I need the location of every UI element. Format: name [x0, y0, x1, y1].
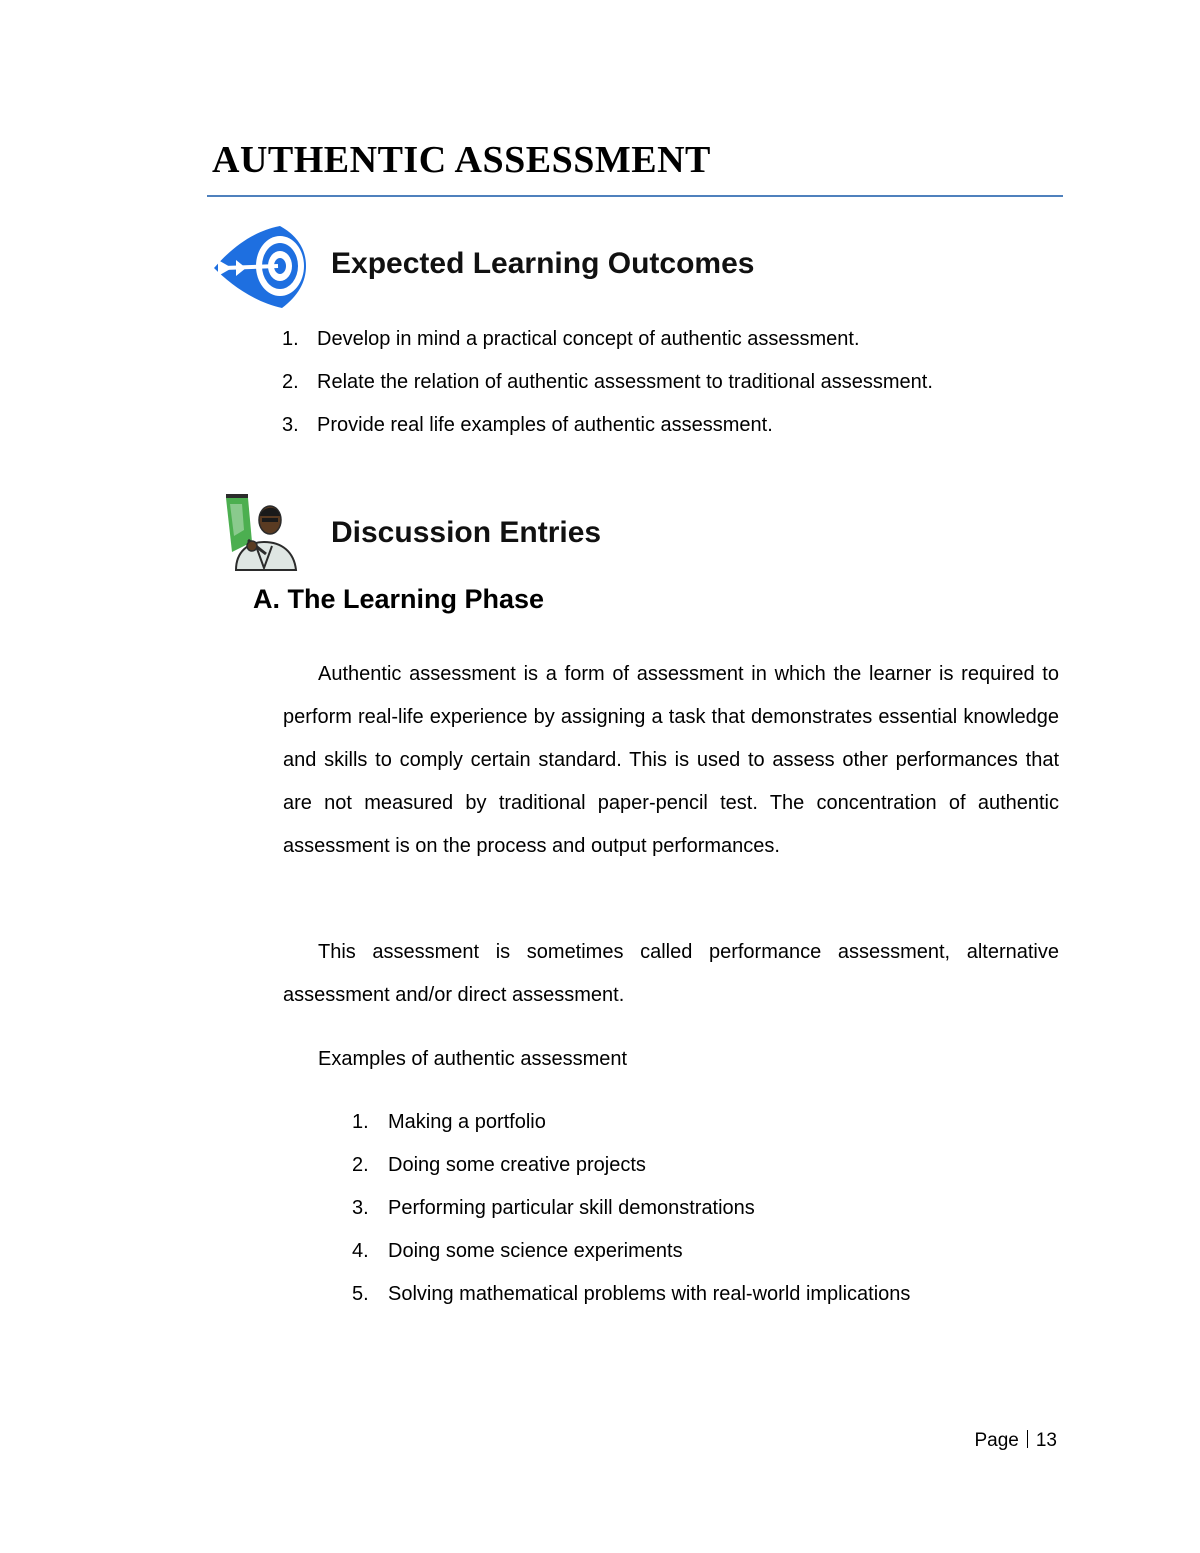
- list-item: 3. Performing particular skill demonstrations: [352, 1197, 755, 1219]
- title-divider: [207, 195, 1063, 197]
- phase-heading: A. The Learning Phase: [253, 584, 545, 614]
- footer-separator: [1027, 1430, 1028, 1448]
- target-icon: [210, 222, 308, 310]
- examples-intro: Examples of authentic assessment: [318, 1048, 628, 1070]
- list-item: 1. Making a portfolio: [352, 1111, 546, 1133]
- list-item: 2. Relate the relation of authentic assessment to traditional assessment.: [282, 371, 933, 393]
- page-label: Page: [974, 1430, 1019, 1451]
- discussion-heading: Discussion Entries: [331, 516, 602, 549]
- examples-list: [352, 1109, 1062, 1324]
- page-number: 13: [1035, 1430, 1057, 1451]
- teacher-pointer-icon: [222, 490, 304, 576]
- list-item: 1. Develop in mind a practical concept of authentic assessment.: [282, 328, 860, 350]
- page-footer: [974, 1430, 1057, 1452]
- list-item: 4. Doing some science experiments: [352, 1240, 683, 1262]
- outcomes-list: [282, 326, 1062, 455]
- page-title: AUTHENTIC ASSESSMENT: [212, 139, 711, 181]
- list-item: 3. Provide real life examples of authentic assessment.: [282, 414, 773, 436]
- outcomes-heading: Expected Learning Outcomes: [331, 247, 755, 280]
- definition-paragraph: Authentic assessment is a form of assessment in which the learner is required to perform real-life experience by assigning a task that demonstrates essential knowledge and skills to comply certain standard. This is used to assess other performances that are not measured by traditional paper-pencil test. The concentration of authentic assessment is on the process and output performances.: [283, 663, 1059, 857]
- list-item: 5. Solving mathematical problems with real-world implications: [352, 1283, 911, 1305]
- list-item: 2. Doing some creative projects: [352, 1154, 646, 1176]
- alternative-names-paragraph: This assessment is sometimes called performance assessment, alternative assessment and/or direct assessment.: [283, 941, 1059, 1006]
